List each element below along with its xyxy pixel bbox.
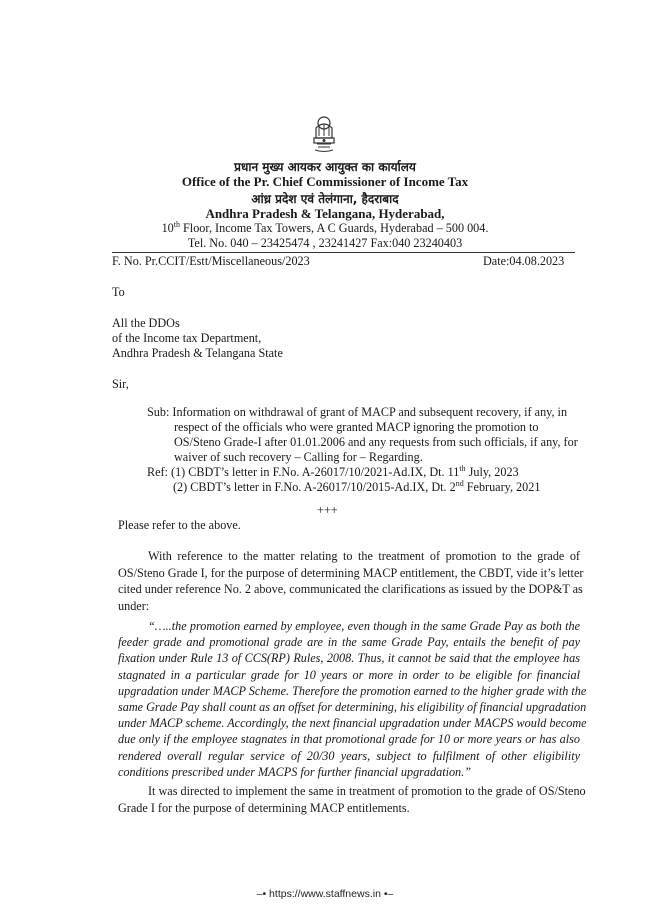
quote-line: conditions prescribed under MACPS for further financial upgradation.” <box>118 764 471 779</box>
region-name: Andhra Pradesh & Telangana, Hyderabad, <box>205 206 445 221</box>
salutation: Sir, <box>112 377 129 391</box>
quote-line: “…..the promotion earned by employee, even though in the same Grade Pay as both the <box>148 619 580 633</box>
national-emblem-icon <box>306 114 342 154</box>
quote-line: due only if the employee stagnates in that promotional grade for 10 or more years or has also <box>118 732 580 747</box>
body-paragraph-2 <box>118 783 586 816</box>
quote-line: fixation under Rule 13 of CCS(RP) Rules, 2008. Thus, it cannot be said that the employee has <box>118 651 580 666</box>
paragraph-line: With reference to the matter relating to the treatment of promotion to the grade of <box>148 549 580 563</box>
office-address: 10th Floor, Income Tax Towers, A C Guards, Hyderabad – 500 004. <box>161 219 489 235</box>
office-name: Office of the Pr. Chief Commissioner of Income Tax <box>181 174 469 189</box>
region-hindi: आंध्र प्रदेश एवं तेलंगाना, हैदराबाद <box>251 192 399 206</box>
addressee-line: of the Income tax Department, <box>112 331 262 345</box>
office-phone: Tel. No. 040 – 23425474 , 23241427 Fax:040 23240403 <box>187 236 463 250</box>
paragraph-line: OS/Steno Grade I, for the purpose of determining MACP entitlement, the CBDT, vide it’s letter <box>118 565 584 580</box>
subject-line: waiver of such recovery – Calling for – Regarding. <box>174 450 423 464</box>
paragraph-line: under: <box>118 598 150 613</box>
quote-line: feeder grade and promotional grade are in the same Grade Pay, entails the benefit of pay <box>118 635 580 650</box>
addressee-line: All the DDOs <box>112 316 180 330</box>
paragraph-line: cited under reference No. 2 above, communicated the clarifications as issued by the DOP&T as <box>118 582 583 596</box>
separator: +++ <box>317 503 338 517</box>
reference-2: (2) CBDT’s letter in F.No. A-26017/10/2015-Ad.IX, Dt. 2nd February, 2021 <box>173 478 541 494</box>
quote-line: under MACP scheme. Accordingly, the next financial upgradation under MACPS would become <box>118 716 587 731</box>
reference-1: Ref: (1) CBDT’s letter in F.No. A-26017/10/2021-Ad.IX, Dt. 11th July, 2023 <box>147 463 519 479</box>
quote-line: stagnated in a particular grade for 10 years or more in order to be eligible for financial <box>118 667 580 682</box>
addressee-line: Andhra Pradesh & Telangana State <box>112 346 283 360</box>
body-paragraph-1 <box>118 548 584 614</box>
header-divider <box>112 252 575 253</box>
office-name-hindi: प्रधान मुख्य आयकर आयुक्त का कार्यालय <box>234 160 416 174</box>
subject-line: respect of the officials who were granted MACP ignoring the promotion to <box>174 420 539 434</box>
footer-watermark: –• https://www.staffnews.in •– <box>256 888 394 900</box>
subject-line: Sub: Information on withdrawal of grant of MACP and subsequent recovery, if any, in <box>147 405 568 419</box>
to-label: To <box>112 285 125 299</box>
quote-line: rendered overall regular service of 20/30 years, subject to fulfilment of other eligibility <box>118 748 580 763</box>
paragraph-line: It was directed to implement the same in treatment of promotion to the grade of OS/Steno <box>148 784 586 798</box>
letter-date: Date:04.08.2023 <box>483 254 565 268</box>
quote-line: upgradation under MACP Scheme. Therefore the promotion earned to the higher grade with the <box>118 683 587 698</box>
refer-line: Please refer to the above. <box>118 518 241 532</box>
quote-line: same Grade Pay shall count as an offset for determining, his eligibility of financial upgradation <box>118 700 587 715</box>
quoted-clarification <box>118 618 587 780</box>
subject-line: OS/Steno Grade-I after 01.01.2006 and any requests from such officials, if any, for <box>174 435 578 449</box>
paragraph-line: Grade I for the purpose of determining MACP entitlements. <box>118 800 410 815</box>
file-number: F. No. Pr.CCIT/Estt/Miscellaneous/2023 <box>112 254 310 268</box>
